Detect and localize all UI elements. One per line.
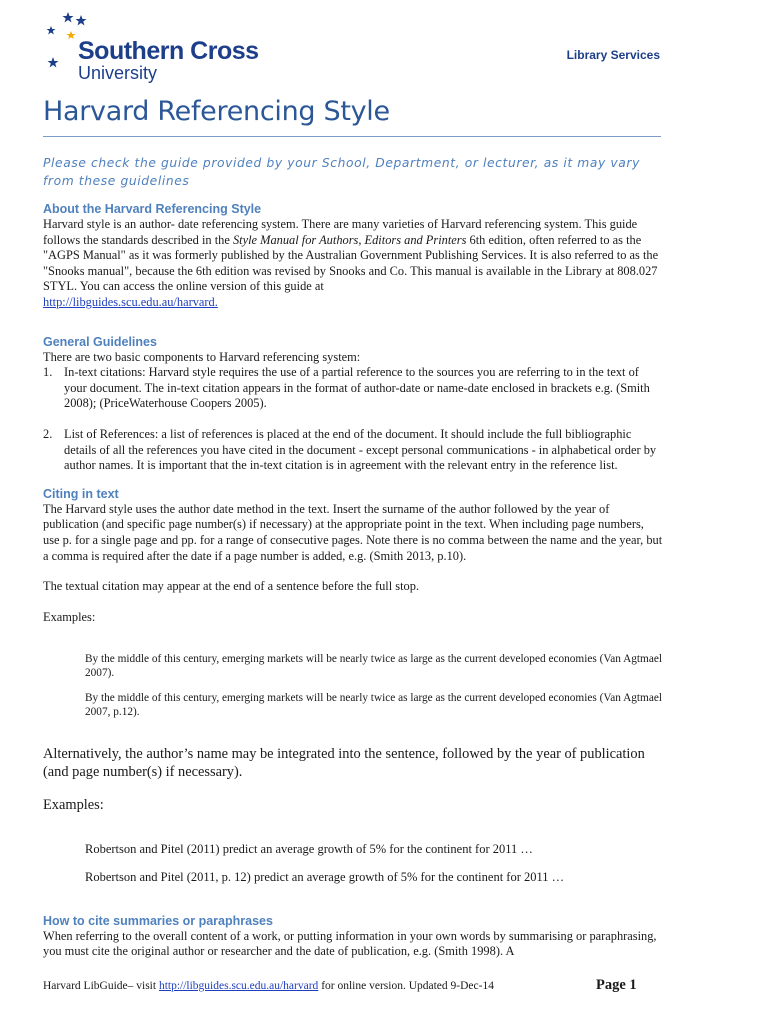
about-text: Harvard style is an author- date referencing system. There are many varieties of Harvard referencing system. This guide follows the standards described in the xyxy=(43,217,638,247)
about-text-rest: 6th edition, often referred to as the "AGPS Manual" as it was formerly published by the Australian Government Publishing Services. It is also referred to as the "Snooks manual", because the 6th edition was revised by Snooks and Co. This manual is available in the Library at 808.027 STYL. You can access the online version of this guide at xyxy=(43,232,659,294)
example-quote: By the middle of this century, emerging markets will be nearly twice as large as the current developed economies (Van Agtmael 2007). xyxy=(85,652,663,679)
examples-label-2: Examples: xyxy=(43,797,104,814)
list-text: In-text citations: Harvard style requires the use of a partial reference to the sources you are referring to in the text of your document. The in-text citation appears in the format of author-date or name-date enclosed in brackets e.g. (Smith 2008); (PriceWaterhouse Coopers 2005). xyxy=(64,365,650,411)
citing-heading: Citing in text xyxy=(43,486,119,501)
libguide-link[interactable]: http://libguides.scu.edu.au/harvard. xyxy=(43,294,218,309)
list-item xyxy=(43,427,663,474)
summaries-heading: How to cite summaries or paraphrases xyxy=(43,913,273,928)
guidelines-list xyxy=(43,365,663,474)
citing-paragraph-2: The textual citation may appear at the end of a sentence before the full stop. xyxy=(43,579,420,594)
list-text: List of References: a list of references is placed at the end of the document. It should include the full bibliographic details of all the references you have cited in the document - except personal communications - in alphabetical order by author names. It is important that the in-text citation is in agreement with the relevant entry in the reference list. xyxy=(64,426,657,473)
page-number: Page 1 xyxy=(596,977,637,993)
general-heading: General Guidelines xyxy=(43,334,157,349)
page-title: Harvard Referencing Style xyxy=(43,96,390,127)
general-lead: There are two basic components to Harvard referencing system: xyxy=(43,349,361,364)
logo-name: Southern Cross xyxy=(78,37,259,65)
examples-label: Examples: xyxy=(43,609,96,624)
about-book-title: Style Manual for Authors, Editors and Printers xyxy=(232,232,467,247)
document-body xyxy=(43,154,663,960)
page-footer xyxy=(43,980,494,992)
title-divider xyxy=(43,136,661,137)
example-quote: Robertson and Pitel (2011, p. 12) predict an average growth of 5% for the continent for 2011 … xyxy=(85,870,565,885)
logo-subtitle: University xyxy=(78,63,158,83)
footer-suffix: for online version. Updated 9-Dec-14 xyxy=(318,980,494,992)
alternative-paragraph: Alternatively, the author’s name may be integrated into the sentence, followed by the year of publication (and page number(s) if necessary). xyxy=(43,746,645,781)
library-services-label: Library Services xyxy=(566,48,660,62)
citing-paragraph: The Harvard style uses the author date method in the text. Insert the surname of the author followed by the year of publication (and specific page number(s) if necessary) at the appropriate point in the text. When including page numbers, use p. for a single page and pp. for a range of consecutive pages. Note there is no comma between the name and the year, but a comma is required after the date if a page number is added, e.g. (Smith 2013, p.10). xyxy=(43,501,663,563)
summaries-paragraph: When referring to the overall content of a work, or putting information in your own words by summarising or paraphrasing, you must cite the original author or researcher and the date of publication, e.g. (Smith 1998). A xyxy=(43,928,657,959)
example-quote: By the middle of this century, emerging markets will be nearly twice as large as the current developed economies (Van Agtmael 2007, p.12). xyxy=(85,691,663,718)
about-paragraph xyxy=(43,217,663,311)
about-heading: About the Harvard Referencing Style xyxy=(43,202,262,216)
footer-link[interactable]: http://libguides.scu.edu.au/harvard xyxy=(158,980,319,992)
footer-prefix: Harvard LibGuide– visit xyxy=(43,980,159,992)
intro-note: Please check the guide provided by your School, Department, or lecturer, as it may vary from these guidelines xyxy=(43,156,640,188)
list-item xyxy=(43,365,663,412)
example-quote: Robertson and Pitel (2011) predict an average growth of 5% for the continent for 2011 … xyxy=(85,841,533,856)
list-number: 2. xyxy=(43,426,53,441)
list-number: 1. xyxy=(43,365,53,380)
university-logo xyxy=(44,10,274,82)
